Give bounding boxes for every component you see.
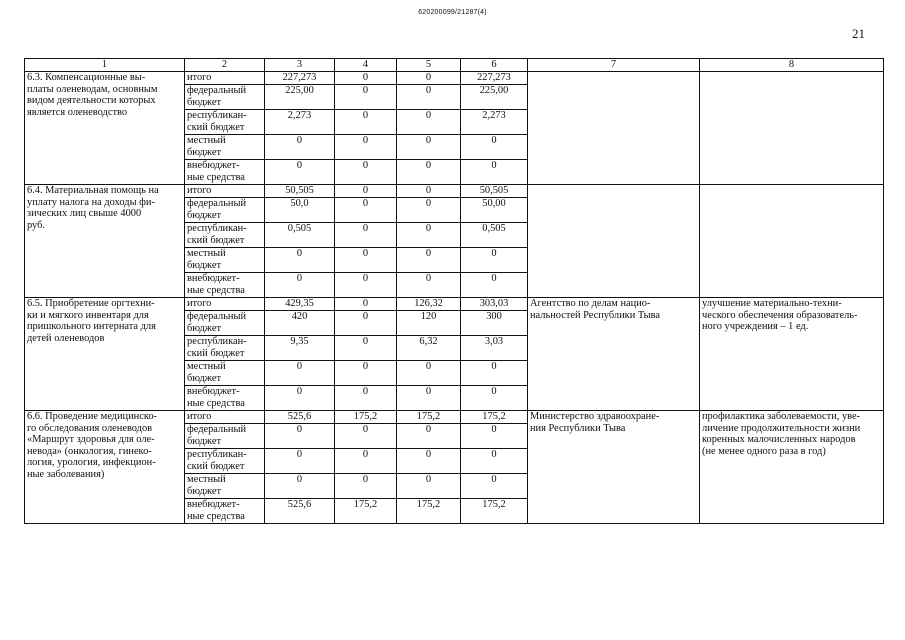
amount-c3: 50,505 — [265, 185, 335, 198]
amount-c3: 525,6 — [265, 499, 335, 524]
amount-c3: 525,6 — [265, 411, 335, 424]
column-header: 8 — [700, 59, 884, 72]
amount-c6: 175,2 — [461, 411, 528, 424]
column-header: 2 — [185, 59, 265, 72]
amount-c6: 2,273 — [461, 110, 528, 135]
table-row — [25, 185, 884, 198]
amount-c4: 175,2 — [335, 499, 397, 524]
amount-c5: 0 — [397, 474, 461, 499]
table-row — [25, 411, 884, 424]
amount-c6: 0 — [461, 361, 528, 386]
funding-source: федеральный бюджет — [185, 424, 265, 449]
amount-c5: 6,32 — [397, 336, 461, 361]
amount-c3: 420 — [265, 311, 335, 336]
amount-c6: 0 — [461, 449, 528, 474]
amount-c6: 227,273 — [461, 72, 528, 85]
amount-c6: 300 — [461, 311, 528, 336]
amount-c6: 303,03 — [461, 298, 528, 311]
amount-c5: 0 — [397, 223, 461, 248]
amount-c6: 0 — [461, 424, 528, 449]
amount-c5: 120 — [397, 311, 461, 336]
amount-c4: 0 — [335, 424, 397, 449]
funding-source: федеральный бюджет — [185, 85, 265, 110]
amount-c5: 0 — [397, 449, 461, 474]
amount-c3: 225,00 — [265, 85, 335, 110]
amount-c4: 0 — [335, 336, 397, 361]
amount-c5: 175,2 — [397, 411, 461, 424]
amount-c6: 0 — [461, 273, 528, 298]
amount-c4: 0 — [335, 160, 397, 185]
column-header: 1 — [25, 59, 185, 72]
amount-c6: 50,00 — [461, 198, 528, 223]
amount-c6: 0,505 — [461, 223, 528, 248]
amount-c5: 0 — [397, 361, 461, 386]
amount-c3: 0 — [265, 386, 335, 411]
amount-c3: 9,35 — [265, 336, 335, 361]
funding-source: республикан- ский бюджет — [185, 110, 265, 135]
activity-description: 6.5. Приобретение оргтехни- ки и мягкого инвентаря для пришкольного интерната для детей оленеводов — [25, 298, 185, 411]
amount-c5: 0 — [397, 273, 461, 298]
amount-c6: 0 — [461, 135, 528, 160]
document-code: 620200099/21287(4) — [418, 9, 487, 16]
amount-c4: 0 — [335, 273, 397, 298]
table-row — [25, 298, 884, 311]
amount-c6: 0 — [461, 248, 528, 273]
header-row — [25, 59, 884, 72]
column-header: 7 — [528, 59, 700, 72]
amount-c3: 0 — [265, 160, 335, 185]
amount-c6: 50,505 — [461, 185, 528, 198]
amount-c3: 0 — [265, 424, 335, 449]
amount-c5: 0 — [397, 386, 461, 411]
budget-table — [24, 58, 884, 524]
amount-c4: 0 — [335, 85, 397, 110]
amount-c4: 0 — [335, 361, 397, 386]
amount-c3: 0 — [265, 135, 335, 160]
responsible-executor — [528, 72, 700, 185]
expected-result: профилактика заболеваемости, уве- личение продолжительности жизни коренных малочисленных народов (не менее одного раза в год) — [700, 411, 884, 524]
amount-c6: 0 — [461, 386, 528, 411]
funding-source: итого — [185, 72, 265, 85]
expected-result — [700, 185, 884, 298]
amount-c4: 0 — [335, 110, 397, 135]
amount-c4: 0 — [335, 474, 397, 499]
amount-c3: 0 — [265, 474, 335, 499]
amount-c5: 0 — [397, 424, 461, 449]
funding-source: итого — [185, 185, 265, 198]
funding-source: местный бюджет — [185, 361, 265, 386]
amount-c5: 0 — [397, 160, 461, 185]
amount-c4: 0 — [335, 449, 397, 474]
amount-c4: 0 — [335, 72, 397, 85]
amount-c5: 175,2 — [397, 499, 461, 524]
funding-source: федеральный бюджет — [185, 198, 265, 223]
amount-c5: 0 — [397, 135, 461, 160]
funding-source: внебюджет- ные средства — [185, 160, 265, 185]
funding-source: местный бюджет — [185, 135, 265, 160]
funding-source: местный бюджет — [185, 474, 265, 499]
table-row — [25, 72, 884, 85]
activity-description: 6.6. Проведение медицинско- го обследования оленеводов «Маршрут здоровья для оле- невода» (онкология, гинеко- логия, урология, инфекцион- ные заболевания) — [25, 411, 185, 524]
amount-c6: 175,2 — [461, 499, 528, 524]
amount-c3: 227,273 — [265, 72, 335, 85]
amount-c6: 0 — [461, 474, 528, 499]
amount-c4: 175,2 — [335, 411, 397, 424]
amount-c5: 0 — [397, 185, 461, 198]
column-header: 5 — [397, 59, 461, 72]
amount-c4: 0 — [335, 248, 397, 273]
amount-c4: 0 — [335, 311, 397, 336]
funding-source: внебюджет- ные средства — [185, 499, 265, 524]
expected-result — [700, 72, 884, 185]
funding-source: республикан- ский бюджет — [185, 449, 265, 474]
amount-c3: 429,35 — [265, 298, 335, 311]
amount-c3: 0 — [265, 449, 335, 474]
funding-source: республикан- ский бюджет — [185, 223, 265, 248]
funding-source: внебюджет- ные средства — [185, 273, 265, 298]
activity-description: 6.3. Компенсационные вы- платы оленеводам, основным видом деятельности которых является оленеводство — [25, 72, 185, 185]
amount-c5: 0 — [397, 85, 461, 110]
amount-c5: 0 — [397, 110, 461, 135]
amount-c3: 2,273 — [265, 110, 335, 135]
amount-c5: 0 — [397, 72, 461, 85]
amount-c3: 50,0 — [265, 198, 335, 223]
amount-c3: 0 — [265, 361, 335, 386]
column-header: 3 — [265, 59, 335, 72]
funding-source: внебюджет- ные средства — [185, 386, 265, 411]
funding-source: итого — [185, 411, 265, 424]
expected-result: улучшение материально-техни- ческого обеспечения образователь- ного учреждения – 1 ед. — [700, 298, 884, 411]
amount-c6: 0 — [461, 160, 528, 185]
amount-c3: 0 — [265, 248, 335, 273]
funding-source: федеральный бюджет — [185, 311, 265, 336]
amount-c3: 0 — [265, 273, 335, 298]
amount-c4: 0 — [335, 135, 397, 160]
amount-c3: 0,505 — [265, 223, 335, 248]
amount-c5: 126,32 — [397, 298, 461, 311]
funding-source: республикан- ский бюджет — [185, 336, 265, 361]
amount-c5: 0 — [397, 248, 461, 273]
column-header: 4 — [335, 59, 397, 72]
amount-c4: 0 — [335, 298, 397, 311]
amount-c4: 0 — [335, 386, 397, 411]
activity-description: 6.4. Материальная помощь на уплату налога на доходы фи- зических лиц свыше 4000 руб. — [25, 185, 185, 298]
amount-c6: 3,03 — [461, 336, 528, 361]
amount-c6: 225,00 — [461, 85, 528, 110]
funding-source: итого — [185, 298, 265, 311]
amount-c4: 0 — [335, 198, 397, 223]
column-header: 6 — [461, 59, 528, 72]
responsible-executor: Министерство здравоохране- ния Республики Тыва — [528, 411, 700, 524]
amount-c4: 0 — [335, 185, 397, 198]
page-number: 21 — [852, 26, 865, 41]
responsible-executor: Агентство по делам нацио- нальностей Республики Тыва — [528, 298, 700, 411]
funding-source: местный бюджет — [185, 248, 265, 273]
amount-c4: 0 — [335, 223, 397, 248]
amount-c5: 0 — [397, 198, 461, 223]
responsible-executor — [528, 185, 700, 298]
